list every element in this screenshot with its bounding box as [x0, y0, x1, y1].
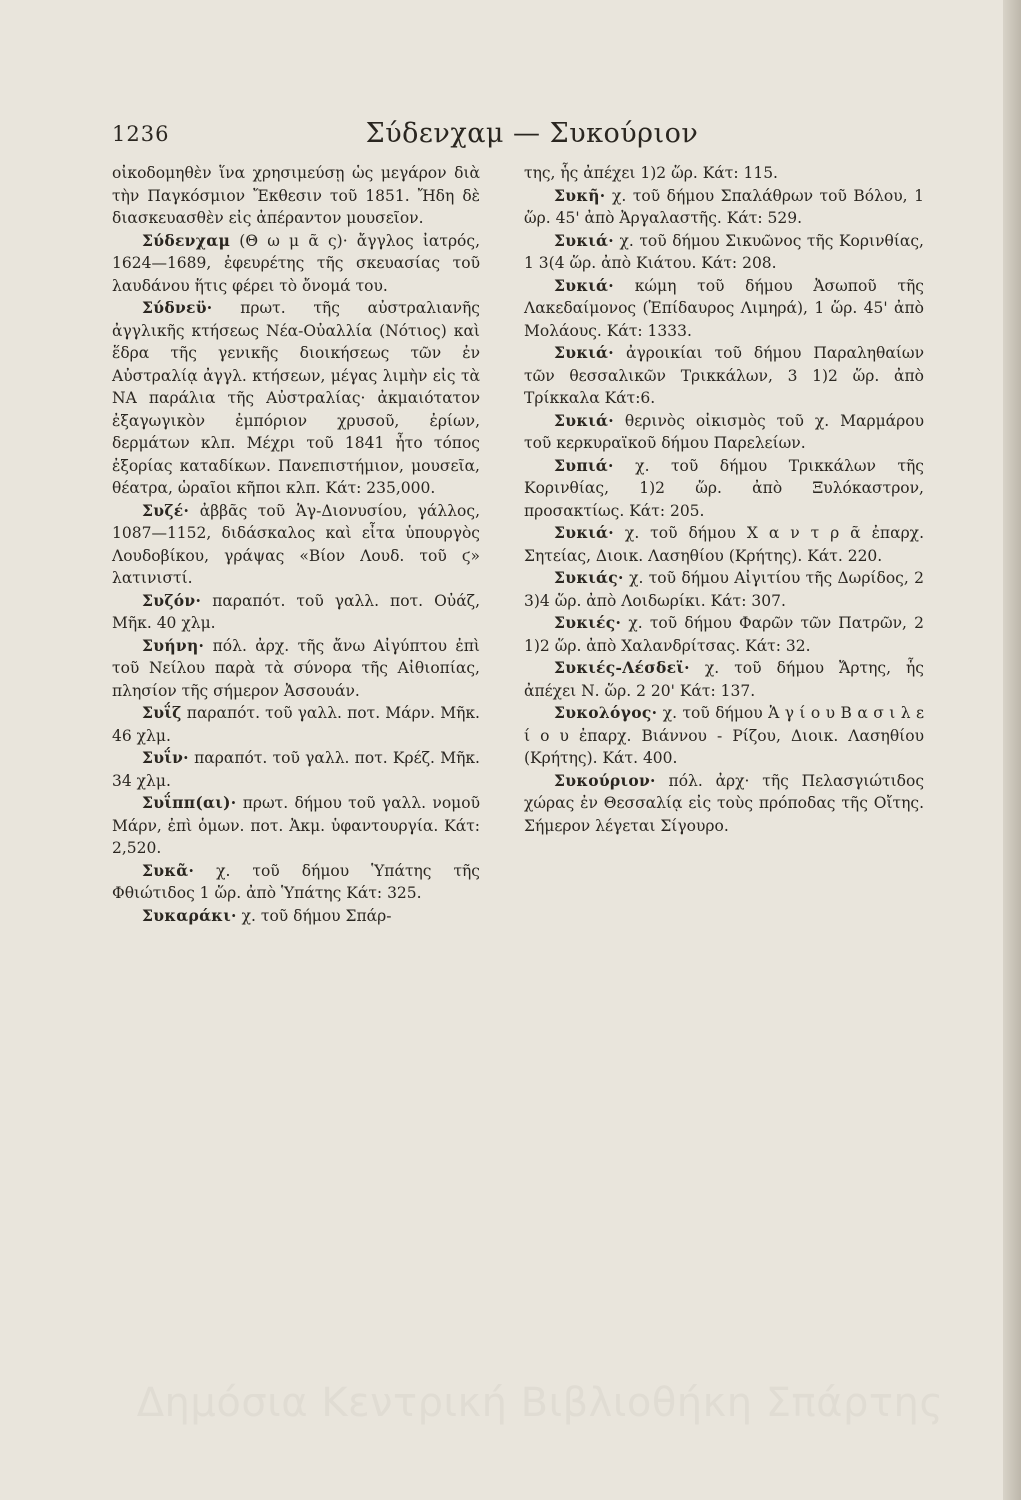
entry-headword: Συκαράκι·: [142, 905, 237, 925]
left-column: [112, 162, 480, 927]
dictionary-entry: [112, 860, 480, 905]
entry-headword: Συκιάς·: [554, 568, 624, 587]
page-header: [112, 118, 952, 158]
page-number: 1236: [112, 122, 170, 146]
dictionary-entry: [524, 275, 924, 343]
entry-headword: Συζόν·: [142, 590, 202, 610]
dictionary-entry: [524, 567, 924, 612]
entry-text: παραπότ. τοῦ γαλλ. ποτ. Οὐάζ, Μῆκ. 40 χλμ.: [112, 591, 480, 632]
entry-headword: Συκιά·: [554, 275, 614, 295]
entry-text: χ. τοῦ δήμου Ὑπάτης τῆς Φθιώτιδος 1 ὥρ. ἀπὸ Ὑπάτης Κάτ: 325.: [112, 861, 480, 902]
dictionary-entry: [112, 162, 480, 230]
dictionary-entry: [524, 702, 924, 770]
entry-headword: Συκολόγος·: [554, 703, 658, 722]
dictionary-entry: [112, 905, 480, 928]
entry-text: χ. τοῦ δήμου Φαρῶν τῶν Πατρῶν, 2 1)2 ὥρ. ἀπὸ Χαλανδρίτσας. Κάτ: 32.: [524, 614, 924, 655]
entry-text: χ. τοῦ δήμου Ἁ γ ί ο υ Β α σ ι λ ε ί ο υ ἐπαρχ. Βιάννου - Ρίζου, Διοικ. Λασηθίου (Κρήτης). Κάτ. 400.: [524, 704, 924, 767]
entry-text: πρωτ. δήμου τοῦ γαλλ. νομοῦ Μάρν, ἐπὶ ὁμων. ποτ. Ἀκμ. ὑφαντουργία. Κάτ: 2,520.: [112, 794, 480, 857]
entry-text: θερινὸς οἰκισμὸς τοῦ χ. Μαρμάρου τοῦ κερκυραϊκοῦ δήμου Παρελείων.: [524, 411, 924, 452]
dictionary-entry: [112, 635, 480, 703]
entry-text: παραπότ. τοῦ γαλλ. ποτ. Μάρν. Μῆκ. 46 χλμ.: [112, 704, 480, 745]
dictionary-entry: [112, 702, 480, 747]
dictionary-entry: [112, 230, 480, 298]
dictionary-entry: [112, 590, 480, 635]
page-edge-shadow: [1003, 0, 1021, 1500]
entry-headword: Σύδενχαμ: [142, 230, 231, 250]
dictionary-entry: [112, 792, 480, 860]
entry-headword: Σύδνεϋ·: [142, 298, 213, 317]
entry-text: παραπότ. τοῦ γαλλ. ποτ. Κρέζ. Μῆκ. 34 χλμ.: [112, 749, 480, 790]
entry-headword: Συκῆ·: [554, 185, 606, 205]
dictionary-entry: [524, 522, 924, 567]
entry-headword: Συκιές-Λέσδεϊ·: [554, 658, 690, 677]
dictionary-entry: [112, 297, 480, 500]
right-column: [524, 162, 924, 837]
entry-headword: Συΐζ: [142, 703, 182, 722]
entry-text: (Θ ω μ ᾶ ς)· ἄγγλος ἰατρός, 1624—1689, ἐφευρέτης τῆς σκευασίας τοῦ λαυδάνου ἥτις φέρει τὸ ὄνομά του.: [112, 231, 480, 295]
entry-text: πόλ. ἀρχ. τῆς ἄνω Αἰγύπτου ἐπὶ τοῦ Νείλου παρὰ τὰ σύνορα τῆς Αἰθιοπίας, πλησίον τῆς σήμερον Ἀσσουάν.: [112, 636, 480, 700]
entry-headword: Συκιά·: [554, 343, 614, 362]
entry-headword: Συκούριον·: [554, 770, 656, 790]
dictionary-entry: [524, 657, 924, 702]
dictionary-entry: [524, 185, 924, 230]
running-head: Σύδενχαμ — Συκούριον: [365, 118, 699, 149]
dictionary-entry: [524, 162, 924, 185]
dictionary-entry: [524, 612, 924, 657]
entry-headword: Συπιά·: [554, 455, 614, 475]
entry-text: χ. τοῦ δήμου Τρικκάλων τῆς Κορινθίας, 1)2 ὥρ. ἀπὸ Ξυλόκαστρον, προσακτίως. Κάτ: 205.: [524, 456, 924, 520]
entry-headword: Συκιά·: [554, 410, 614, 430]
entry-headword: Συζέ·: [142, 500, 190, 520]
entry-text: χ. τοῦ δήμου Ἄρτης, ἧς ἀπέχει Ν. ὥρ. 2 20' Κάτ: 137.: [524, 659, 924, 700]
entry-text: χ. τοῦ δήμου Σπάρ-: [241, 906, 392, 925]
entry-headword: Συΐππ(αι)·: [142, 793, 237, 812]
entry-text: οἰκοδομηθὲν ἵνα χρησιμεύσῃ ὡς μεγάρον διὰ τὴν Παγκόσμιον Ἔκθεσιν τοῦ 1851. Ἤδη δὲ διασκευασθὲν εἰς ἀπέραντον μουσεῖον.: [112, 164, 480, 227]
entry-text: χ. τοῦ δήμου Χ α ν τ ρ ᾶ ἐπαρχ. Σητείας, Διοικ. Λασηθίου (Κρήτης). Κάτ. 220.: [524, 524, 924, 565]
entry-text: χ. τοῦ δήμου Σπαλάθρων τοῦ Βόλου, 1 ὥρ. 45' ἀπὸ Ἀργαλαστῆς. Κάτ: 529.: [524, 186, 924, 227]
dictionary-entry: [524, 342, 924, 410]
dictionary-entry: [112, 747, 480, 792]
entry-text: ἀγροικίαι τοῦ δήμου Παραληθαίων τῶν θεσσαλικῶν Τρικκάλων, 3 1)2 ὥρ. ἀπὸ Τρίκκαλα Κάτ:6.: [524, 344, 924, 407]
entry-text: ἀββᾶς τοῦ Ἁγ-Διονυσίου, γάλλος, 1087—1152, διδάσκαλος καὶ εἶτα ὑπουργὸς Λουδοβίκου, γράψας «Βίον Λουδ. τοῦ ϛ» λατινιστί.: [112, 501, 480, 587]
entry-headword: Συΐν·: [142, 748, 189, 767]
entry-text: χ. τοῦ δήμου Αἰγιτίου τῆς Δωρίδος, 2 3)4 ὥρ. ἀπὸ Λοιδωρίκι. Κάτ: 307.: [524, 569, 924, 610]
dictionary-entry: [524, 230, 924, 275]
entry-text: πρωτ. τῆς αὐστραλιανῆς ἀγγλικῆς κτήσεως Νέα-Οὐαλλία (Νότιος) καὶ ἕδρα τῆς γενικῆς διοικήσεως τῶν ἐν Αὐστραλίᾳ ἀγγλ. κτήσεων, μέγας λιμὴν εἰς τὰ ΝΑ παράλια τῆς Αὐστραλίας· ἀκμαιότατον ἐξαγωγικὸν ἐμπόριον χρυσοῦ, ἐρίων, δερμάτων κλπ. Μέχρι τοῦ 1841 ἦτο τόπος ἐξορίας καταδίκων. Πανεπιστήμιον, μουσεῖα, θέατρα, ὡραῖοι κῆποι κλπ. Κάτ: 235,000.: [112, 299, 480, 497]
library-watermark: Δημόσια Κεντρική Βιβλιοθήκη Σπάρτης: [136, 1380, 944, 1426]
entry-text: κώμη τοῦ δήμου Ἀσωποῦ τῆς Λακεδαίμονος (Ἐπίδαυρος Λιμηρά), 1 ὥρ. 45' ἀπὸ Μολάους. Κάτ: 1333.: [524, 276, 924, 340]
entry-headword: Συκιά·: [554, 523, 614, 542]
entry-text: πόλ. ἀρχ· τῆς Πελασγιώτιδος χώρας ἐν Θεσσαλίᾳ εἰς τοὺς πρόποδας τῆς Οἴτης. Σήμερον λέγεται Σίγουρο.: [524, 771, 924, 835]
dictionary-entry: [524, 410, 924, 455]
entry-headword: Συκιές·: [554, 613, 622, 632]
dictionary-entry: [524, 455, 924, 523]
entry-headword: Συκιά·: [554, 230, 614, 250]
entry-text: της, ἧς ἀπέχει 1)2 ὥρ. Κάτ: 115.: [524, 164, 778, 182]
dictionary-entry: [112, 500, 480, 590]
entry-headword: Συκᾶ·: [142, 860, 195, 880]
entry-text: χ. τοῦ δήμου Σικυῶνος τῆς Κορινθίας, 1 3(4 ὥρ. ἀπὸ Κιάτου. Κάτ: 208.: [524, 231, 924, 272]
dictionary-entry: [524, 770, 924, 838]
entry-headword: Συήνη·: [142, 635, 205, 655]
